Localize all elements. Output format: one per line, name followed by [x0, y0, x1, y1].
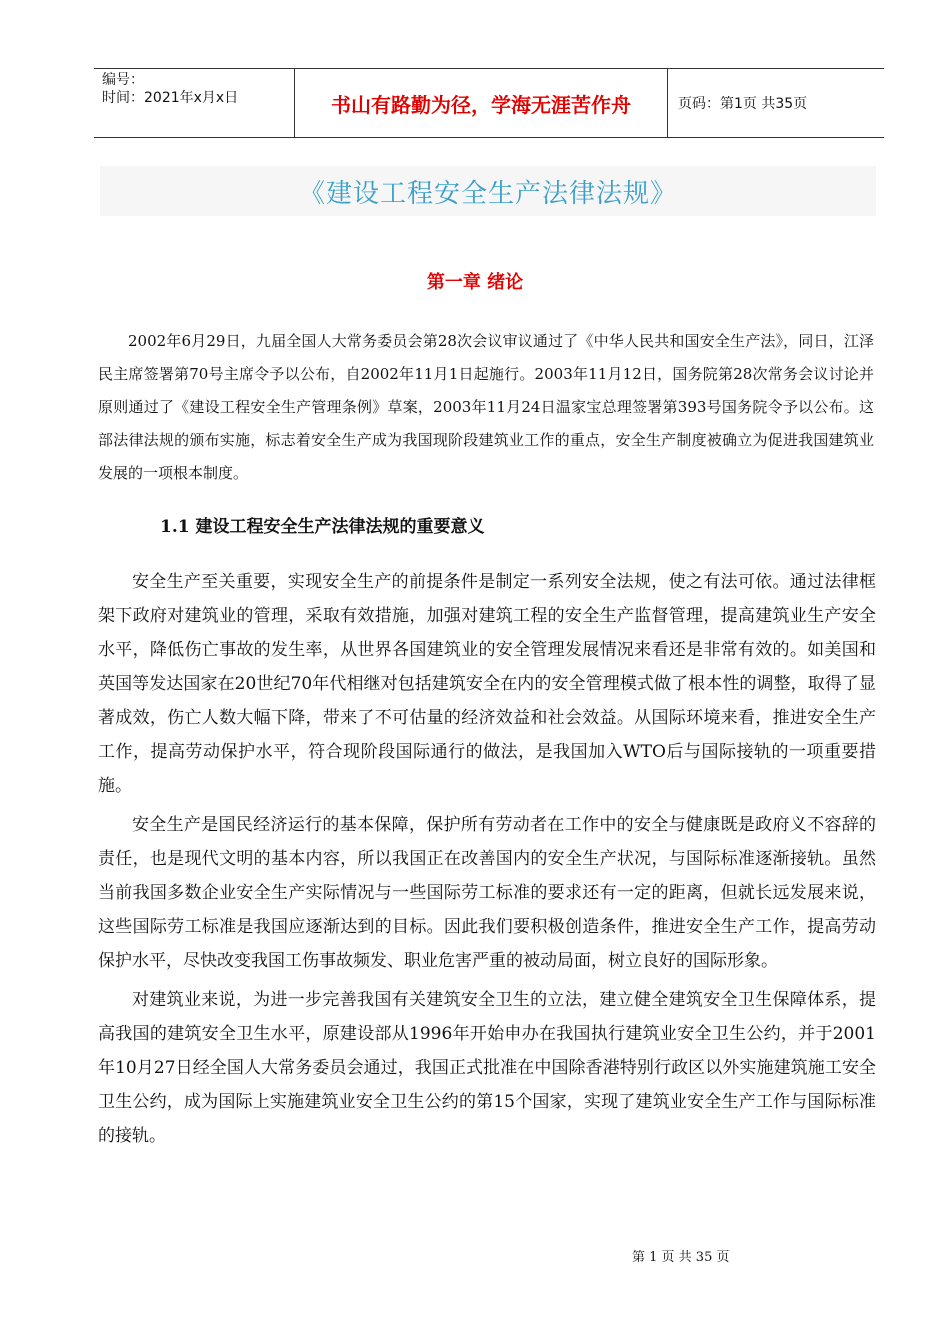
header-motto: 书山有路勤为径，学海无涯苦作舟: [295, 69, 668, 137]
document-title: 《建设工程安全生产法律法规》: [298, 178, 677, 209]
document-number-label: 编号：: [102, 72, 144, 88]
section-heading: 1.1 建设工程安全生产法律法规的重要意义: [160, 517, 485, 537]
body-paragraph: 安全生产至关重要，实现安全生产的前提条件是制定一系列安全法规，使之有法可依。通过法律框架下政府对建筑业的管理，采取有效措施，加强对建筑工程的安全生产监督管理，提高建筑业生产安全水平，降低伤亡事故的发生率，从世界各国建筑业的安全管理发展情况来看还是非常有效的。如美国和英国等发达国家在20世纪70年代相继对包括建筑安全在内的安全管理模式做了根本性的调整，取得了显著成效，伤亡人数大幅下降，带来了不可估量的经济效益和社会效益。从国际环境来看，推进安全生产工作，提高劳动保护水平，符合现阶段国际通行的做法，是我国加入WTO后与国际接轨的一项重要措施。: [98, 572, 876, 796]
intro-paragraph: 2002年6月29日，九届全国人大常务委员会第28次会议审议通过了《中华人民共和国安全生产法》，同日，江泽民主席签署第70号主席令予以公布，自2002年11月1日起施行。2003年11月12日，国务院第28次常务会议讨论并原则通过了《建设工程安全生产管理条例》草案，2003年11月24日温家宝总理签署第393号国务院令予以公布。这部法律法规的颁布实施，标志着安全生产成为我国现阶段建筑业工作的重点，安全生产制度被确立为促进我国建筑业发展的一项根本制度。: [98, 332, 874, 482]
body-paragraph: 安全生产是国民经济运行的基本保障，保护所有劳动者在工作中的安全与健康既是政府义不容辞的责任，也是现代文明的基本内容，所以我国正在改善国内的安全生产状况，与国际标准逐渐接轨。虽然当前我国多数企业安全生产实际情况与一些国际劳工标准的要求还有一定的距离，但就长远发展来说，这些国际劳工标准是我国应逐渐达到的目标。因此我们要积极创造条件，推进安全生产工作，提高劳动保护水平，尽快改变我国工伤事故频发、职业危害严重的被动局面，树立良好的国际形象。: [98, 815, 876, 971]
title-band: [100, 166, 876, 216]
document-time-label: 时间：2021年x月x日: [102, 90, 239, 106]
header-page-info: 页码：第1页 共35页: [678, 96, 808, 112]
body-paragraph: 对建筑业来说，为进一步完善我国有关建筑安全卫生的立法，建立健全建筑安全卫生保障体系，提高我国的建筑安全卫生水平，原建设部从1996年开始申办在我国执行建筑业安全卫生公约，并于2001年10月27日经全国人大常务委员会通过，我国正式批准在中国除香港特别行政区以外实施建筑施工安全卫生公约，成为国际上实施建筑业安全卫生公约的第15个国家，实现了建筑业安全生产工作与国际标准的接轨。: [98, 990, 876, 1146]
body-text: [98, 565, 876, 1158]
page-header: [94, 68, 884, 138]
header-meta: [94, 69, 295, 137]
page-footer: 第 1 页 共 35 页: [632, 1250, 730, 1265]
chapter-heading: 第一章 绪论: [426, 272, 524, 293]
